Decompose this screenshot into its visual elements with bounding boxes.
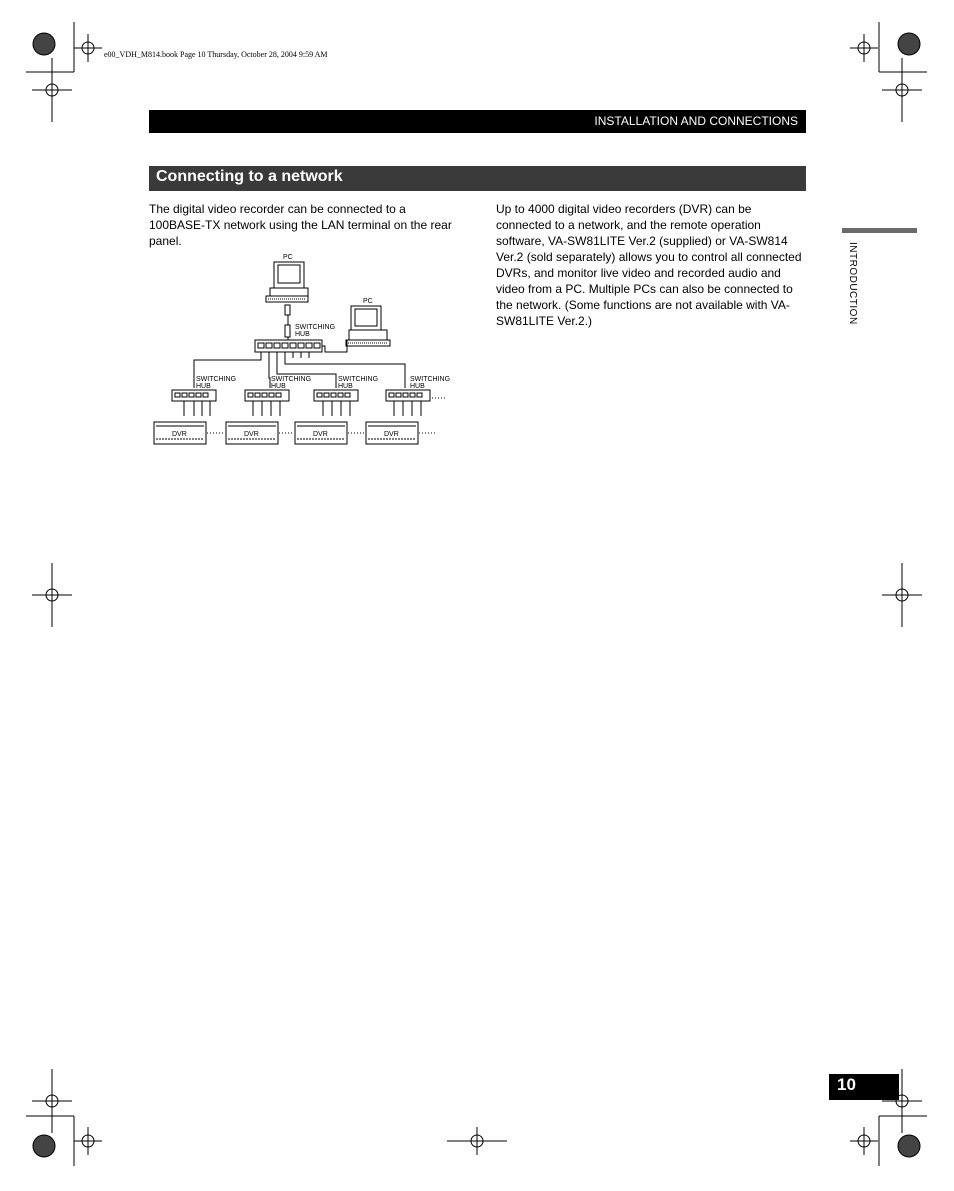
label-dvr-2: DVR <box>244 431 259 438</box>
label-hub3-hub: HUB <box>338 383 353 390</box>
label-dvr-3: DVR <box>313 431 328 438</box>
sub-hub-2 <box>245 390 289 416</box>
page-number-box <box>829 1074 899 1100</box>
label-hub2-switching: SWITCHING <box>271 376 312 383</box>
network-diagram <box>150 250 460 450</box>
right-paragraph: Up to 4000 digital video recorders (DVR) can be connected to a network, and the remote operation software, VA-SW81LITE Ver.2 (supplied) or VA-SW814 Ver.2 (sold separately) allows you to control all connected DVRs, and monitor live video and recorded audio and video from a PC. Multiple PCs can also be connected to the network. (Some functions are not available with VA-SW81LITE Ver.2.) <box>496 202 802 328</box>
side-tab-marker <box>842 228 917 233</box>
sub-hub-3 <box>314 390 358 416</box>
label-pc-right: PC <box>363 298 373 305</box>
header-section-title: INSTALLATION AND CONNECTIONS <box>594 114 798 128</box>
label-main-switching: SWITCHING <box>295 324 336 331</box>
label-hub2-hub: HUB <box>271 383 286 390</box>
main-switching-hub <box>255 340 322 352</box>
label-main-hub: HUB <box>295 331 310 338</box>
file-info: e00_VDH_M814.book Page 10 Thursday, October 28, 2004 9:59 AM <box>104 50 328 59</box>
label-dvr-1: DVR <box>172 431 187 438</box>
label-hub3-switching: SWITCHING <box>338 376 379 383</box>
pc-right <box>346 306 390 346</box>
side-label: INTRODUCTION <box>847 242 858 325</box>
label-hub4-switching: SWITCHING <box>410 376 451 383</box>
header-bar <box>149 110 806 133</box>
label-dvr-4: DVR <box>384 431 399 438</box>
pc-top <box>266 262 308 302</box>
label-pc-top: PC <box>283 254 293 261</box>
label-hub1-switching: SWITCHING <box>196 376 237 383</box>
sub-hub-1 <box>172 390 216 416</box>
page-number: 10 <box>837 1075 856 1094</box>
sub-hub-4 <box>386 390 430 416</box>
left-paragraph: The digital video recorder can be connected to a 100BASE-TX network using the LAN terminal on the rear panel. <box>149 202 452 248</box>
label-hub4-hub: HUB <box>410 383 425 390</box>
label-hub1-hub: HUB <box>196 383 211 390</box>
section-title: Connecting to a network <box>156 168 343 185</box>
section-heading-bar <box>149 166 806 191</box>
